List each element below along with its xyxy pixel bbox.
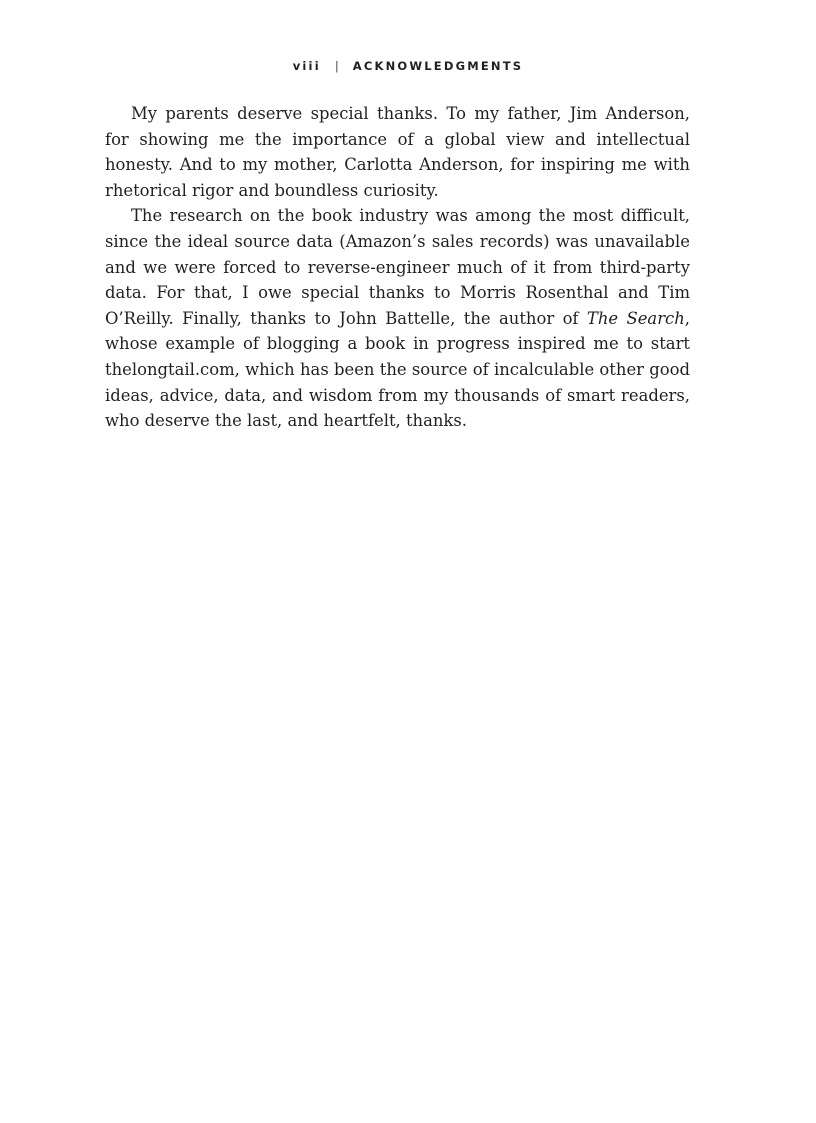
running-head bbox=[0, 58, 816, 74]
paragraph-text-end: , whose example of blogging a book in progress inspired me to start thelongtail.com, which has been the source of incalculable other good ideas, advice, data, and wisdom from my thousands of smart readers, who deserve the last, and heartfelt, thanks. bbox=[105, 308, 690, 431]
section-title: ACKNOWLEDGMENTS bbox=[352, 59, 524, 73]
paragraph-text-start: The research on the book industry was among the most difficult, since the ideal source data (Amazon’s sales records) was unavailable and we were forced to reverse-engineer much of it from third-party data. For that, I owe special thanks to Morris Rosenthal and Tim O’Reilly. Finally, thanks to John Battelle, the author of bbox=[105, 206, 690, 328]
paragraph-parents bbox=[105, 101, 690, 203]
paragraph-text: My parents deserve special thanks. To my father, Jim Anderson, for showing me the importance of a global view and intellectual honesty. And to my mother, Carlotta Anderson, for inspiring me with rhetorical rigor and boundless curiosity. bbox=[105, 104, 690, 200]
body-text bbox=[105, 101, 690, 434]
page-number: viii bbox=[292, 59, 321, 73]
book-title-italic: The Search bbox=[586, 308, 685, 328]
paragraph-research bbox=[105, 203, 690, 433]
header-separator: | bbox=[334, 59, 339, 73]
